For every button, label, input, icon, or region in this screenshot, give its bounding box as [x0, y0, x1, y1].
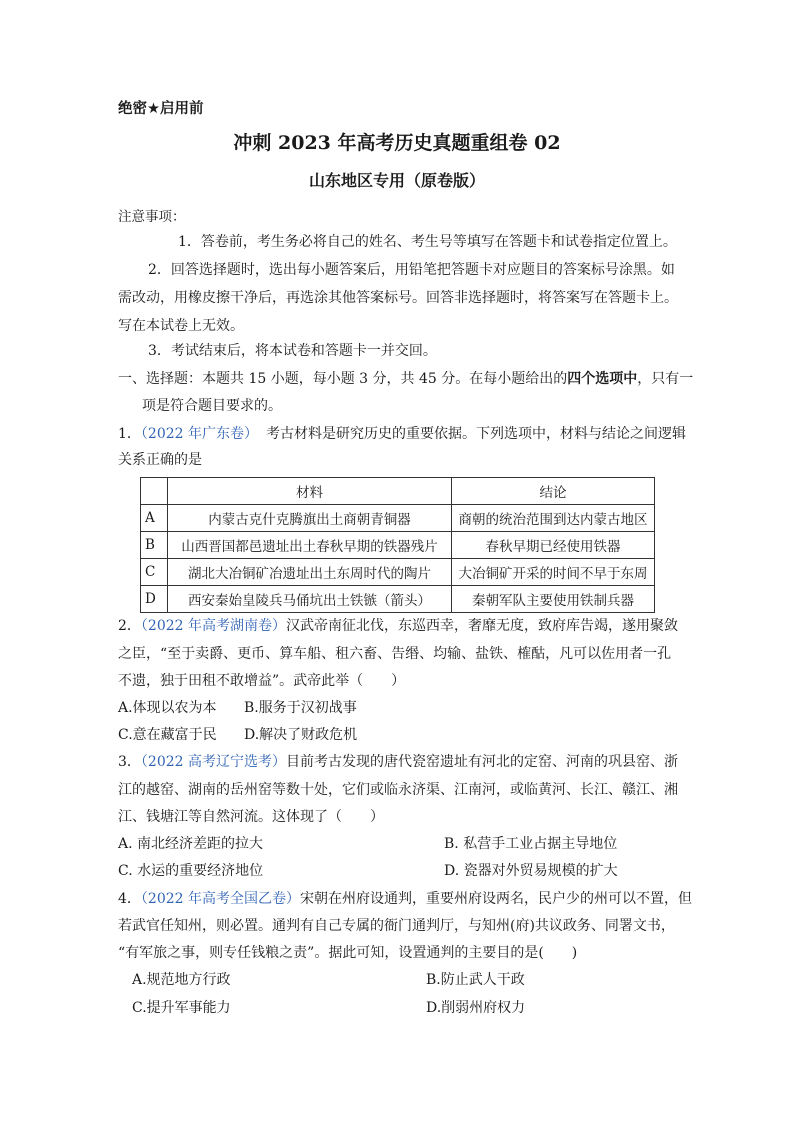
question-4-option-b[interactable]: B.防止武人干政 — [426, 972, 525, 988]
notice-item-2-line-3: 写在本试卷上无效。 — [118, 318, 244, 334]
question-4-option-c[interactable]: C.提升军事能力 — [132, 1000, 231, 1016]
question-2-option-b[interactable]: B.服务于汉初战事 — [244, 700, 357, 716]
exam-title: 冲刺 2023 年高考历史真题重组卷 02 — [233, 132, 561, 154]
question-2-option-d[interactable]: D.解决了财政危机 — [244, 727, 358, 743]
table-row — [141, 532, 655, 559]
question-2-option-a[interactable]: A.体现以农为本 — [118, 700, 217, 716]
table-row — [141, 505, 655, 532]
question-4-line-2: 若武官任知州，则必置。通判有自己专属的衙门通判厅，与知州(府)共议政务、同署文书， — [118, 918, 675, 934]
row-material: 湖北大冶铜矿冶遗址出土东周时代的陶片 — [168, 559, 452, 586]
question-2-line-3: 不遗，独于田租不敢增益”。武帝此举（ ） — [118, 673, 406, 689]
question-3-line-2: 江的越窑、湖南的岳州窑等数十处，它们或临永济渠、江南河，或临黄河、长江、赣江、湘 — [118, 782, 678, 798]
question-3-option-a[interactable]: A. 南北经济差距的拉大 — [118, 836, 264, 852]
question-4-line-1: 4．（2022 年高考全国乙卷）宋朝在州府设通判，重要州府设两名，民户少的州可以不置，但 — [118, 891, 693, 907]
table-header-material: 材料 — [168, 478, 452, 505]
row-conclusion: 春秋早期已经使用铁器 — [452, 532, 655, 559]
row-material: 内蒙古克什克腾旗出土商朝青铜器 — [168, 505, 452, 532]
question-2-line-1: 2．（2022 年高考湖南卷）汉武帝南征北伐，东巡西幸，奢靡无度，致府库告竭，遂用聚敛 — [118, 618, 679, 634]
row-conclusion: 秦朝军队主要使用铁制兵器 — [452, 586, 655, 613]
row-conclusion: 大冶铜矿开采的时间不早于东周 — [452, 559, 655, 586]
question-3-option-c[interactable]: C. 水运的重要经济地位 — [118, 863, 264, 879]
question-4-line-3: “有军旅之事，则专任钱粮之责”。据此可知，设置通判的主要目的是( ) — [118, 945, 578, 961]
row-conclusion: 商朝的统治范围到达内蒙古地区 — [452, 505, 655, 532]
confidential-label: 绝密★启用前 — [118, 101, 204, 117]
question-2-option-c[interactable]: C.意在藏富于民 — [118, 727, 217, 743]
notice-item-2-line-1: 2．回答选择题时，选出每小题答案后，用铅笔把答题卡对应题目的答案标号涂黑。如 — [148, 262, 675, 278]
row-material: 西安秦始皇陵兵马俑坑出土铁镞（箭头） — [168, 586, 452, 613]
question-3-line-1: 3．（2022 高考辽宁选考）目前考古发现的唐代瓷窑遗址有河北的定窑、河南的巩县窑、浙 — [118, 754, 679, 770]
notice-item-1: 1．答卷前，考生务必将自己的姓名、考生号等填写在答题卡和试卷指定位置上。 — [178, 234, 677, 250]
question-2-line-2: 之臣，“至于卖爵、更币、算车船、租六畜、告缗、均输、盐铁、榷酤，凡可以佐用者一孔 — [118, 646, 672, 662]
section-heading-line-1: 一、选择题：本题共 15 小题，每小题 3 分，共 45 分。在每小题给出的四个选项中，只有一 — [118, 371, 694, 387]
question-1-table — [140, 477, 655, 613]
notice-item-2-line-2: 需改动，用橡皮擦干净后，再选涂其他答案标号。回答非选择题时，将答案写在答题卡上。 — [118, 290, 678, 306]
row-letter: D — [141, 586, 168, 613]
row-letter: B — [141, 532, 168, 559]
notice-item-3: 3．考试结束后，将本试卷和答题卡一并交回。 — [148, 343, 437, 359]
question-3-option-d[interactable]: D. 瓷器对外贸易规模的扩大 — [444, 863, 618, 879]
section-heading-line-2: 项是符合题目要求的。 — [142, 398, 282, 414]
table-cell — [141, 478, 168, 505]
question-4-option-d[interactable]: D.削弱州府权力 — [426, 1000, 526, 1016]
question-3-option-b[interactable]: B. 私营手工业占据主导地位 — [444, 836, 618, 852]
row-letter: C — [141, 559, 168, 586]
question-4-option-a[interactable]: A.规范地方行政 — [132, 972, 231, 988]
table-row — [141, 559, 655, 586]
row-letter: A — [141, 505, 168, 532]
exam-subtitle: 山东地区专用（原卷版） — [308, 171, 485, 190]
question-1-line-2: 关系正确的是 — [118, 452, 202, 468]
notice-heading: 注意事项： — [118, 209, 186, 225]
table-row — [141, 586, 655, 613]
question-1-line-1: 1．（2022 年广东卷） 考古材料是研究历史的重要依据。下列选项中，材料与结论之间逻辑 — [118, 426, 687, 442]
question-3-line-3: 江、钱塘江等自然河流。这体现了（ ） — [118, 809, 384, 825]
table-header-conclusion: 结论 — [452, 478, 655, 505]
table-header-row — [141, 478, 655, 505]
row-material: 山西晋国都邑遗址出土春秋早期的铁器残片 — [168, 532, 452, 559]
